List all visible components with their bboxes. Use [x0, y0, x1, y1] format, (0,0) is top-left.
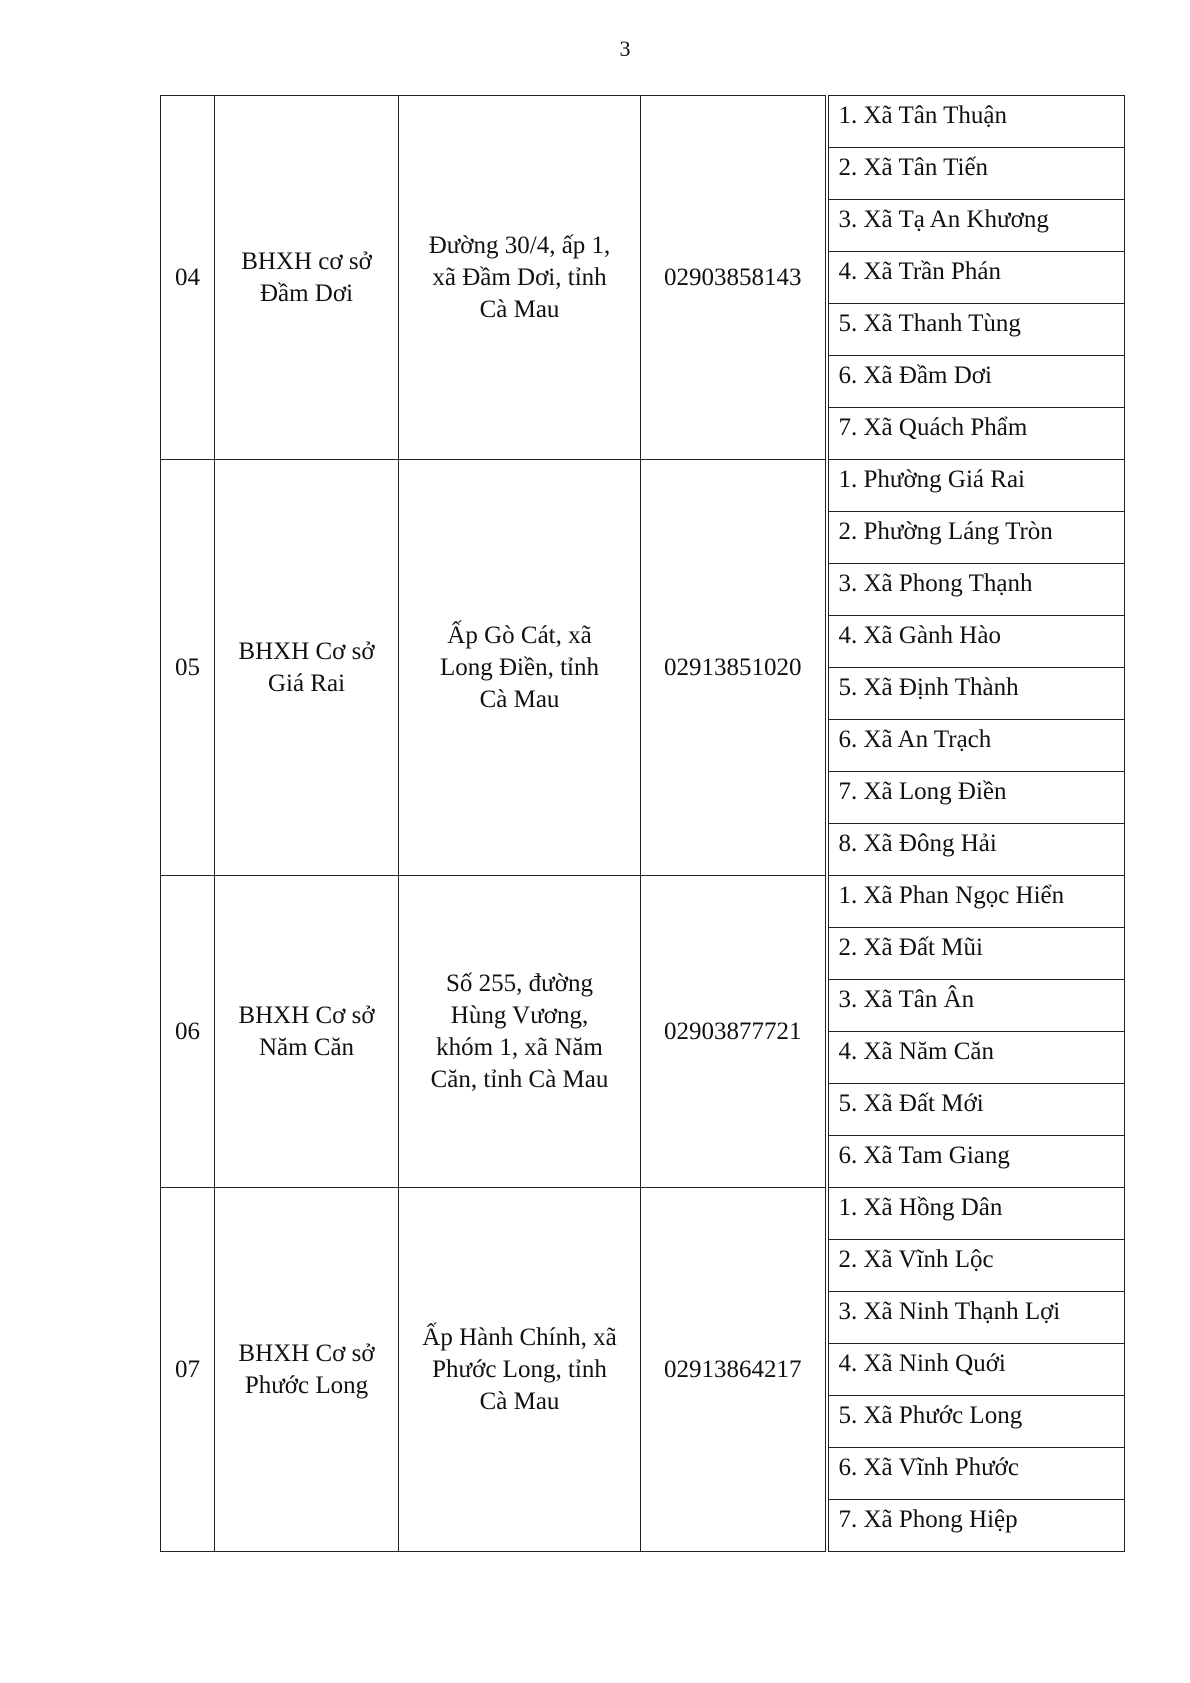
- commune-cell: 1. Phường Giá Rai: [827, 460, 1125, 512]
- office-name-line: BHXH Cơ sở: [238, 1339, 375, 1367]
- office-name: [215, 876, 399, 1188]
- office-name-line: Giá Rai: [267, 669, 346, 697]
- office-name-line: BHXH cơ sở: [241, 247, 372, 275]
- commune-cell: 2. Phường Láng Tròn: [827, 512, 1125, 564]
- commune-cell: 4. Xã Trần Phán: [827, 252, 1125, 304]
- table-row: [161, 1188, 1125, 1240]
- commune-cell: 5. Xã Định Thành: [827, 668, 1125, 720]
- office-name-line: BHXH Cơ sở: [238, 637, 375, 665]
- office-table: [160, 95, 1125, 1552]
- address-line: Hùng Vương,: [450, 1001, 589, 1029]
- office-address: [399, 876, 641, 1188]
- address-line: Ấp Gò Cát, xã: [447, 621, 592, 649]
- commune-cell: 7. Xã Long Điền: [827, 772, 1125, 824]
- row-number: 04: [161, 96, 215, 460]
- commune-cell: 6. Xã Tam Giang: [827, 1136, 1125, 1188]
- commune-cell: 3. Xã Tạ An Khương: [827, 200, 1125, 252]
- address-line: khóm 1, xã Năm: [436, 1033, 603, 1061]
- table-row: [161, 876, 1125, 928]
- office-phone: 02913851020: [641, 460, 827, 876]
- commune-cell: 2. Xã Tân Tiến: [827, 148, 1125, 200]
- address-line: Số 255, đường: [446, 969, 593, 997]
- commune-cell: 6. Xã Vĩnh Phước: [827, 1448, 1125, 1500]
- commune-cell: 2. Xã Vĩnh Lộc: [827, 1240, 1125, 1292]
- commune-cell: 3. Xã Ninh Thạnh Lợi: [827, 1292, 1125, 1344]
- address-line: Đường 30/4, ấp 1,: [428, 231, 611, 259]
- commune-cell: 5. Xã Thanh Tùng: [827, 304, 1125, 356]
- office-name: [215, 460, 399, 876]
- address-line: Ấp Hành Chính, xã: [422, 1323, 617, 1351]
- commune-cell: 3. Xã Tân Ân: [827, 980, 1125, 1032]
- commune-cell: 2. Xã Đất Mũi: [827, 928, 1125, 980]
- address-line: xã Đầm Dơi, tỉnh: [432, 263, 607, 291]
- office-name: [215, 96, 399, 460]
- office-address: [399, 96, 641, 460]
- commune-cell: 8. Xã Đông Hải: [827, 824, 1125, 876]
- commune-cell: 5. Xã Phước Long: [827, 1396, 1125, 1448]
- address-line: Cà Mau: [479, 295, 560, 323]
- address-line: Phước Long, tỉnh: [432, 1355, 607, 1383]
- office-name: [215, 1188, 399, 1552]
- office-address: [399, 1188, 641, 1552]
- commune-cell: 6. Xã Đầm Dơi: [827, 356, 1125, 408]
- commune-cell: 6. Xã An Trạch: [827, 720, 1125, 772]
- address-line: Cà Mau: [479, 1387, 560, 1415]
- commune-cell: 4. Xã Năm Căn: [827, 1032, 1125, 1084]
- office-name-line: Năm Căn: [258, 1033, 355, 1061]
- office-phone: 02903858143: [641, 96, 827, 460]
- commune-cell: 7. Xã Quách Phẩm: [827, 408, 1125, 460]
- commune-cell: 4. Xã Ninh Quới: [827, 1344, 1125, 1396]
- page-number: 3: [619, 36, 631, 61]
- office-name-line: Phước Long: [244, 1371, 369, 1399]
- table-row: [161, 96, 1125, 148]
- commune-cell: 7. Xã Phong Hiệp: [827, 1500, 1125, 1552]
- office-name-line: Đầm Dơi: [259, 279, 354, 307]
- commune-cell: 1. Xã Phan Ngọc Hiển: [827, 876, 1125, 928]
- row-number: 07: [161, 1188, 215, 1552]
- address-line: Long Điền, tỉnh: [439, 653, 599, 681]
- commune-cell: 4. Xã Gành Hào: [827, 616, 1125, 668]
- commune-cell: 1. Xã Hồng Dân: [827, 1188, 1125, 1240]
- row-number: 06: [161, 876, 215, 1188]
- commune-cell: 1. Xã Tân Thuận: [827, 96, 1125, 148]
- address-line: Cà Mau: [479, 685, 560, 713]
- office-phone: 02903877721: [641, 876, 827, 1188]
- office-phone: 02913864217: [641, 1188, 827, 1552]
- address-line: Căn, tỉnh Cà Mau: [430, 1065, 609, 1093]
- office-name-line: BHXH Cơ sở: [238, 1001, 375, 1029]
- row-number: 05: [161, 460, 215, 876]
- commune-cell: 3. Xã Phong Thạnh: [827, 564, 1125, 616]
- office-address: [399, 460, 641, 876]
- commune-cell: 5. Xã Đất Mới: [827, 1084, 1125, 1136]
- table-row: [161, 460, 1125, 512]
